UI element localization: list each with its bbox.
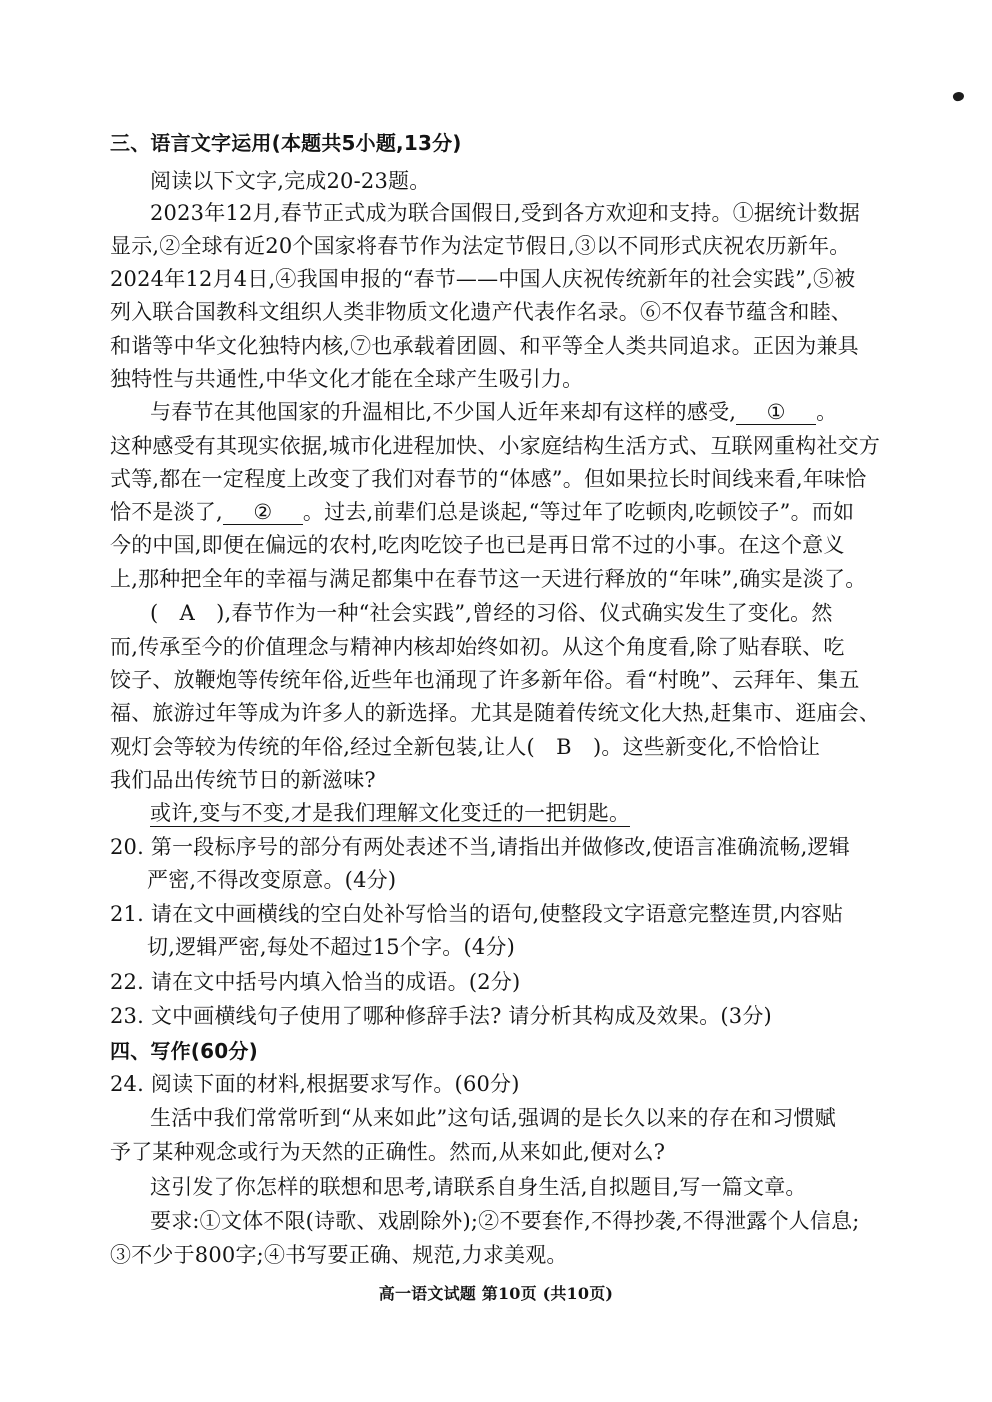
- question-23: 23. 文中画横线句子使用了哪种修辞手法? 请分析其构成及效果。(3分): [110, 1004, 772, 1028]
- section-four-heading: 四、写作(60分): [110, 1039, 258, 1063]
- underlined-sentence: 或许,变与不变,才是我们理解文化变迁的一把钥匙。: [150, 801, 631, 825]
- passage-p1-line: 和谐等中华文化独特内核,⑦也承载着团圆、和平等全人类共同追求。正因为兼具: [110, 334, 859, 358]
- passage-p3-line: 福、旅游过年等成为许多人的新选择。尤其是随着传统文化大热,赶集市、逛庙会、: [110, 701, 881, 725]
- passage-p2-line: 上,那种把全年的幸福与满足都集中在春节这一天进行释放的“年味”,确实是淡了。: [110, 567, 867, 591]
- requirements-line: ③不少于800字;④书写要正确、规范,力求美观。: [110, 1243, 568, 1267]
- material-line: 这引发了你怎样的联想和思考,请联系自身生活,自拟题目,写一篇文章。: [150, 1175, 807, 1199]
- passage-p3-line: 而,传承至今的价值理念与精神内核却始终如初。从这个角度看,除了贴春联、吃: [110, 635, 845, 659]
- question-21: 21. 请在文中画横线的空白处补写恰当的语句,使整段文字语意完整连贯,内容贴: [110, 902, 844, 926]
- passage-p2-punct: 。: [816, 400, 838, 424]
- passage-p1-line: 列入联合国教科文组织人类非物质文化遗产代表作名录。⑥不仅春节蕴含和睦、: [110, 300, 852, 324]
- passage-p2-line: 式等,都在一定程度上改变了我们对春节的“体感”。但如果拉长时间线来看,年味恰: [110, 467, 867, 491]
- passage-p2-line: [110, 497, 854, 527]
- passage-p2-text: 恰不是淡了,: [110, 500, 223, 524]
- passage-p2-line: [150, 397, 837, 427]
- page-footer: 高一语文试题 第10页 (共10页): [378, 1284, 614, 1303]
- question-21-cont: 切,逻辑严密,每处不超过15个字。(4分): [147, 935, 516, 959]
- passage-p3-line: 饺子、放鞭炮等传统年俗,近些年也涌现了许多新年俗。看“村晚”、云拜年、集五: [110, 668, 860, 692]
- passage-p1-line: 2024年12月4日,④我国申报的“春节——中国人庆祝传统新年的社会实践”,⑤被: [110, 267, 856, 291]
- fill-blank-1[interactable]: ①: [736, 400, 816, 425]
- passage-p2-text: 与春节在其他国家的升温相比,不少国人近年来却有这样的感受,: [150, 400, 737, 424]
- question-22: 22. 请在文中括号内填入恰当的成语。(2分): [110, 970, 521, 994]
- passage-p2-line: 这种感受有其现实依据,城市化进程加快、小家庭结构生活方式、互联网重构社交方: [110, 434, 881, 458]
- passage-p2-text: 。过去,前辈们总是谈起,“等过年了吃顿肉,吃顿饺子”。而如: [302, 500, 855, 524]
- question-20: 20. 第一段标序号的部分有两处表述不当,请指出并做修改,使语言准确流畅,逻辑: [110, 835, 850, 859]
- scan-ink-mark: [952, 90, 965, 102]
- passage-p3-line: 观灯会等较为传统的年俗,经过全新包装,让人( B )。这些新变化,不恰恰让: [110, 735, 821, 759]
- passage-p3-line: ( A ),春节作为一种“社会实践”,曾经的习俗、仪式确实发生了变化。然: [150, 601, 833, 625]
- material-line: 生活中我们常常听到“从来如此”这句话,强调的是长久以来的存在和习惯赋: [150, 1106, 836, 1130]
- passage-p2-line: 今的中国,即便在偏远的农村,吃肉吃饺子也已是再日常不过的小事。在这个意义: [110, 533, 845, 557]
- passage-p1-line: 独特性与共通性,中华文化才能在全球产生吸引力。: [110, 367, 584, 391]
- section-three-intro: 阅读以下文字,完成20-23题。: [150, 169, 431, 193]
- material-line: 予了某种观念或行为天然的正确性。然而,从来如此,便对么?: [110, 1140, 666, 1164]
- passage-p1-line: 2023年12月,春节正式成为联合国假日,受到各方欢迎和支持。①据统计数据: [150, 201, 860, 225]
- requirements-line: 要求:①文体不限(诗歌、戏剧除外);②不要套作,不得抄袭,不得泄露个人信息;: [150, 1209, 860, 1233]
- passage-p3-line: 我们品出传统节日的新滋味?: [110, 768, 376, 792]
- question-20-cont: 严密,不得改变原意。(4分): [147, 868, 397, 892]
- passage-p1-line: 显示,②全球有近20个国家将春节作为法定节假日,③以不同形式庆祝农历新年。: [110, 234, 851, 258]
- fill-blank-2[interactable]: ②: [223, 500, 303, 525]
- question-24: 24. 阅读下面的材料,根据要求写作。(60分): [110, 1072, 520, 1096]
- section-three-heading: 三、语言文字运用(本题共5小题,13分): [110, 131, 462, 155]
- passage-p4-line: [150, 798, 630, 828]
